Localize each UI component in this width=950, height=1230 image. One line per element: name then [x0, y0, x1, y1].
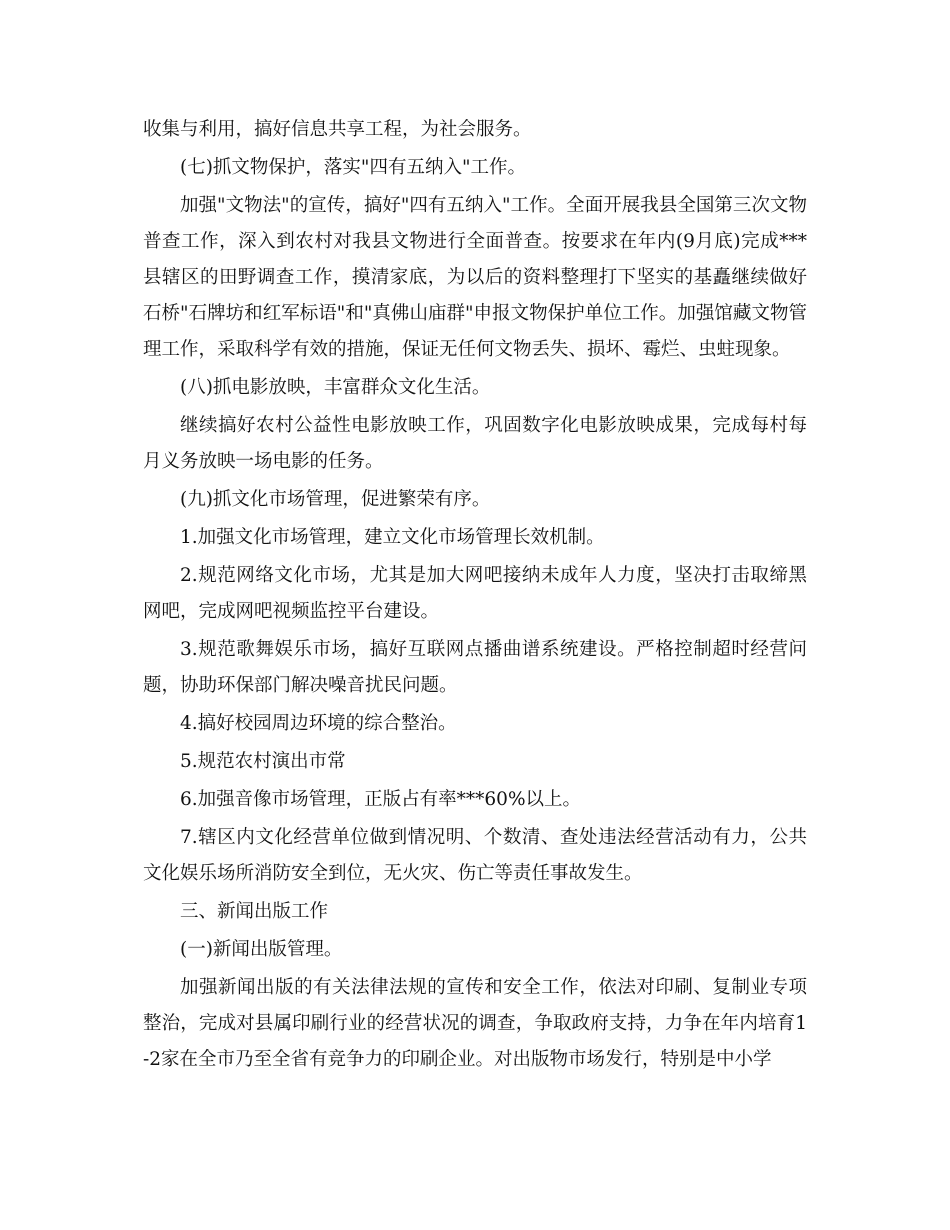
- list-item-3: 3.规范歌舞娱乐市场，搞好互联网点播曲谱系统建设。严格控制超时经营问题，协助环保部门解决噪音扰民问题。: [143, 639, 807, 696]
- heading-cultural-relics: (七)抓文物保护，落实"四有五纳入"工作。: [180, 157, 526, 178]
- list-item-4: 4.搞好校园周边环境的综合整治。: [180, 713, 457, 734]
- paragraph-film-screening: 继续搞好农村公益性电影放映工作，巩固数字化电影放映成果，完成每村每月义务放映一场电影的任务。: [143, 415, 807, 472]
- list-item-2: 2.规范网络文化市场，尤其是加大网吧接纳未成年人力度，坚决打击取缔黑网吧，完成网吧视频监控平台建设。: [143, 565, 807, 622]
- list-item-5: 5.规范农村演出市常: [180, 751, 346, 772]
- document-page: [143, 112, 807, 1078]
- heading-market-management: (九)抓文化市场管理，促进繁荣有序。: [180, 489, 491, 510]
- subheading-press-management: (一)新闻出版管理。: [180, 939, 343, 960]
- paragraph-continuation: 收集与利用，搞好信息共享工程，为社会服务。: [143, 119, 532, 140]
- list-item-7: 7.辖区内文化经营单位做到情况明、个数清、查处违法经营活动有力，公共文化娱乐场所消防安全到位，无火灾、伤亡等责任事故发生。: [143, 827, 807, 884]
- list-item-6: 6.加强音像市场管理，正版占有率***60%以上。: [180, 789, 582, 810]
- paragraph-press-management: 加强新闻出版的有关法律法规的宣传和安全工作，依法对印刷、复制业专项整治，完成对县属印刷行业的经营状况的调查，争取政府支持，力争在年内培育1-2家在全市乃至全省有竞争力的印刷企业。对出版物市场发行，特别是中小学: [143, 977, 807, 1070]
- heading-film-screening: (八)抓电影放映，丰富群众文化生活。: [180, 377, 491, 398]
- paragraph-cultural-relics: 加强"文物法"的宣传，搞好"四有五纳入"工作。全面开展我县全国第三次文物普查工作，深入到农村对我县文物进行全面普查。按要求在年内(9月底)完成***县辖区的田野调查工作，摸清家底，为以后的资料整理打下坚实的基矗继续做好石桥"石牌坊和红军标语"和"真佛山庙群"申报文物保护单位工作。加强馆藏文物管理工作，采取科学有效的措施，保证无任何文物丢失、损坏、霉烂、虫蛀现象。: [143, 195, 807, 360]
- list-item-1: 1.加强文化市场管理，建立文化市场管理长效机制。: [180, 527, 605, 548]
- section-heading-press: 三、新闻出版工作: [180, 901, 329, 922]
